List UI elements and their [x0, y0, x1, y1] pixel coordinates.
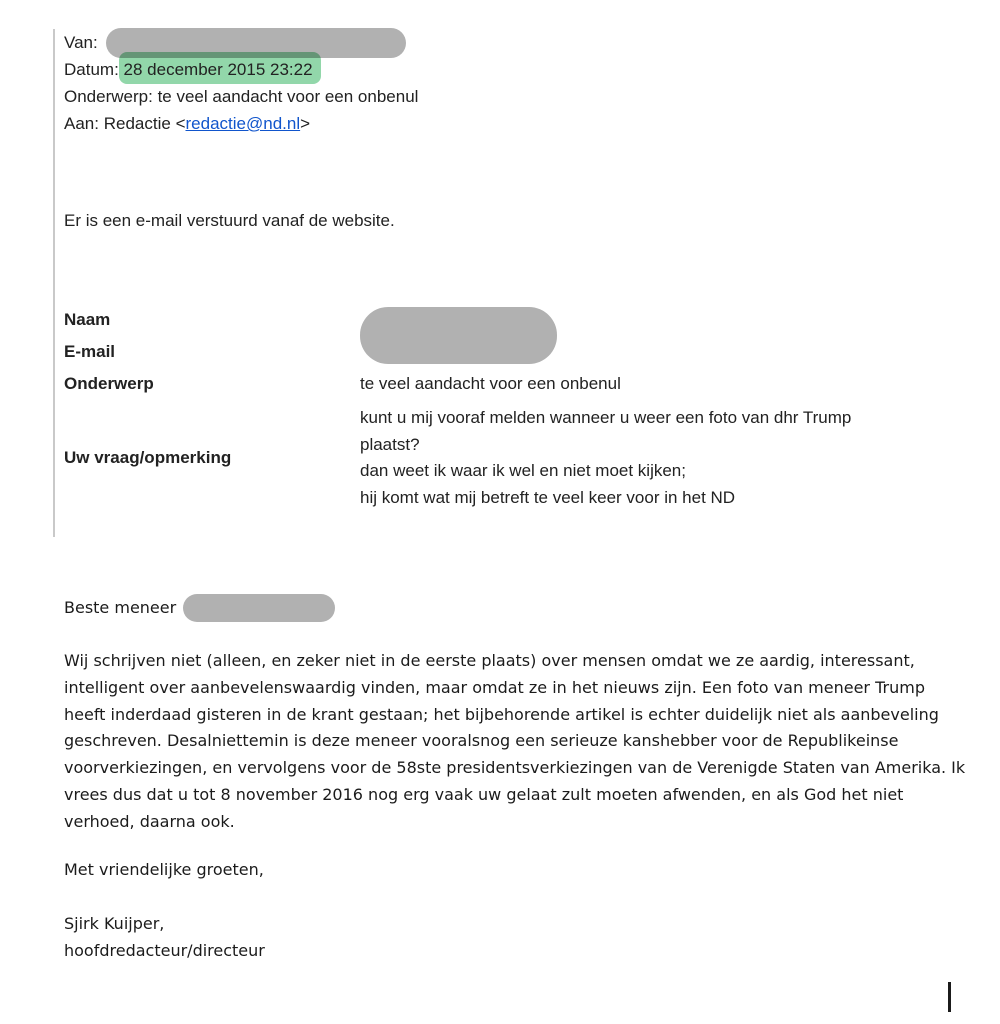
greeting-line — [64, 593, 1000, 623]
closing-text: Met vriendelijke groeten, — [64, 859, 264, 879]
email-headers — [64, 29, 1000, 137]
to-line — [64, 110, 1000, 137]
question-line: kunt u mij vooraf melden wanneer u weer een foto van dhr Trump plaatst? — [360, 408, 852, 454]
form-label-name: Naam — [64, 310, 111, 329]
form-value-question — [360, 405, 880, 511]
date-line — [64, 56, 1000, 83]
website-intro-text: Er is een e-mail verstuurd vanaf de website. — [64, 211, 395, 230]
form-label-question: Uw vraag/opmerking — [64, 448, 232, 467]
greeting-text: Beste meneer — [64, 598, 177, 617]
question-line: dan weet ik waar ik wel en niet moet kijken; — [360, 461, 686, 480]
text-cursor — [948, 982, 951, 1012]
form-label-email: E-mail — [64, 342, 116, 361]
to-bracket-close: > — [300, 114, 311, 133]
reply-body-paragraph: Wij schrijven niet (alleen, en zeker niet in de eerste plaats) over mensen omdat we ze aardig, interessant, intelligent over aanbevelenswaardig vinden, maar omdat ze in het nieuws zijn. Een foto van meneer Trump heeft inderdaad gisteren in de krant gestaan; het bijbehorende artikel is echter duidelijk niet als aanbeveling geschreven. Desalniettemin is deze meneer vooralsnog een serieuze kanshebber voor de Republikeinse voorverkiezingen, en vervolgens voor de 58ste presidentsverkiezingen van de Verenigde Staten van Amerika. Ik vrees dus dat u tot 8 november 2016 nog erg vaak uw gelaat zult moeten afwenden, en als God het niet verhoed, daarna ook. — [64, 651, 966, 831]
subject-label: Onderwerp: — [64, 87, 153, 106]
from-label: Van: — [64, 33, 98, 52]
to-name: Redactie — [103, 114, 171, 133]
signature-title: hoofdredacteur/directeur — [64, 940, 265, 960]
form-row-question — [64, 405, 1000, 511]
date-label: Datum: — [64, 60, 119, 79]
redacted-contact-blob — [360, 307, 557, 364]
date-highlight: 28 december 2015 23:22 — [119, 52, 321, 84]
to-label: Aan: — [64, 114, 99, 133]
subject-value: te veel aandacht voor een onbenul — [157, 87, 419, 106]
to-bracket-open: < — [175, 114, 186, 133]
question-line: hij komt wat mij betreft te veel keer voor in het ND — [360, 487, 736, 507]
contact-form — [64, 307, 1000, 511]
form-label-subject: Onderwerp — [64, 374, 154, 393]
email-page — [0, 29, 1000, 1024]
signature-name: Sjirk Kuijper, — [64, 913, 165, 933]
email-link[interactable]: redactie@nd.nl — [185, 114, 301, 133]
redacted-recipient-blob — [183, 594, 335, 622]
reply-compose-area[interactable] — [64, 593, 1000, 964]
form-row-subject — [64, 371, 1000, 397]
quoted-original-email — [53, 29, 1000, 537]
form-value-subject: te veel aandacht voor een onbenul — [360, 374, 621, 393]
subject-line — [64, 83, 1000, 110]
